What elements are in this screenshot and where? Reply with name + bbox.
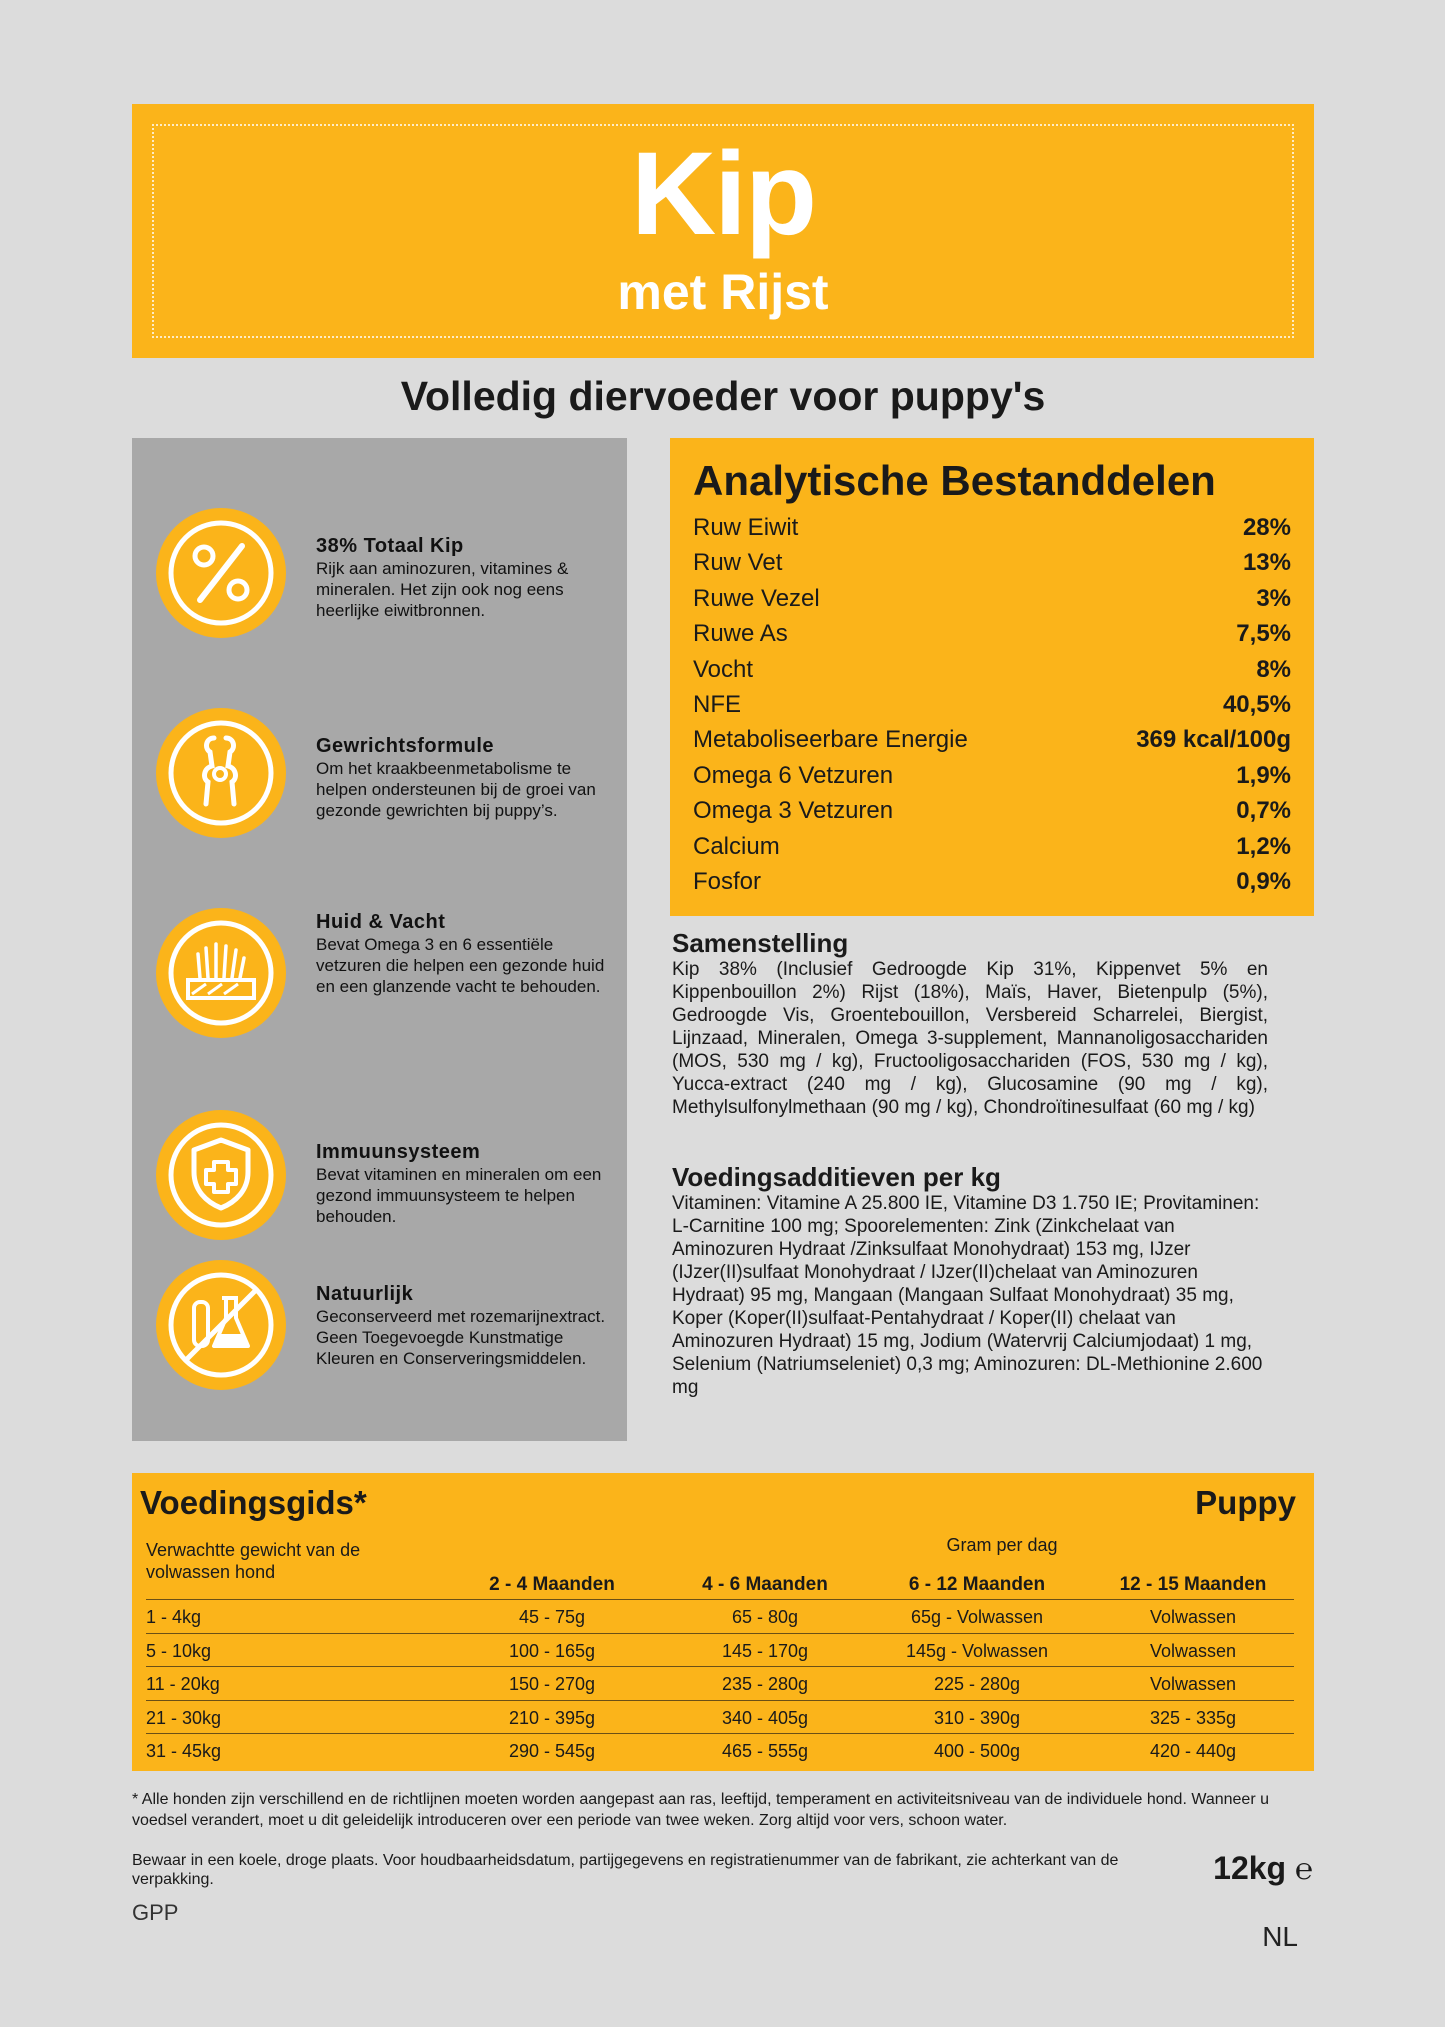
analysis-label: Vocht bbox=[693, 655, 754, 683]
guide-amount-cell: 465 - 555g bbox=[721, 1741, 809, 1762]
guide-weight-cell: 1 - 4kg bbox=[146, 1607, 202, 1627]
analysis-label: Omega 3 Vetzuren bbox=[693, 797, 894, 825]
guide-amount-cell: 145 - 170g bbox=[721, 1640, 809, 1661]
analysis-row bbox=[693, 724, 1291, 760]
no-chemicals-icon bbox=[156, 1260, 286, 1390]
analysis-row bbox=[693, 831, 1291, 867]
analysis-row bbox=[693, 618, 1291, 654]
feeding-guide bbox=[132, 1473, 1314, 1771]
guide-gram-label: Gram per dag bbox=[946, 1535, 1058, 1555]
feature-title: Gewrichtsformule bbox=[316, 735, 495, 757]
guide-amount-cell: 340 - 405g bbox=[721, 1707, 809, 1728]
guide-amount-cell: 145g - Volwassen bbox=[905, 1640, 1049, 1661]
estimated-sign-icon: ℮ bbox=[1294, 1853, 1313, 1886]
feature-desc: Rijk aan aminozuren, vitamines & mineralen. Het zijn ook nog eens heerlijke eiwitbronnen. bbox=[316, 559, 569, 620]
analysis-value: 369 kcal/100g bbox=[1136, 726, 1291, 754]
additives-text: Vitaminen: Vitamine A 25.800 IE, Vitamine D3 1.750 IE; Provitaminen: L-Carnitine 100 mg; Spoorelementen: Zink (Zinkchelaat van Aminozuren Hydraat /Zinksulfaat Monohydraat) 153 mg, IJzer (IJzer(II)sulfaat Monohydraat / IJzer(II)chelaat van Aminozuren Hydraat) 95 mg, Mangaan (Mangaan Sulfaat Monohydraat) 35 mg, Koper (Koper(II)sulfaat-Pentahydraat / Koper(II) chelaat van Aminozuren Hydraat) 15 mg, Jodium (Watervrij Calciumjodaat) 1 mg, Selenium (Natriumseleniet) 0,3 mg; Aminozuren: DL-Methionine 2.600 mg bbox=[672, 1193, 1263, 1398]
analysis-value: 40,5% bbox=[1222, 691, 1291, 718]
guide-amount-cell: 65 - 80g bbox=[731, 1607, 799, 1627]
guide-amount-cell: 420 - 440g bbox=[1149, 1741, 1237, 1762]
guide-column-header: 6 - 12 Maanden bbox=[908, 1574, 1046, 1595]
guide-column-header: 2 - 4 Maanden bbox=[489, 1574, 615, 1595]
analysis-label: Ruwe Vezel bbox=[693, 584, 820, 612]
feature-item-text bbox=[316, 1282, 611, 1369]
guide-weight-cell: 5 - 10kg bbox=[146, 1640, 212, 1661]
analysis-label: Omega 6 Vetzuren bbox=[693, 761, 894, 789]
feature-desc: Om het kraakbeenmetabolisme te helpen ondersteunen bij de groei van gezonde gewrichten bij puppy’s. bbox=[316, 759, 596, 820]
guide-weight-label: Verwachtte gewicht van de volwassen hond bbox=[146, 1540, 361, 1582]
features-panel bbox=[132, 438, 627, 1441]
guide-amount-cell: 400 - 500g bbox=[933, 1741, 1021, 1762]
header-banner bbox=[132, 104, 1314, 358]
analysis-label: Metaboliseerbare Energie bbox=[693, 726, 968, 754]
product-tagline: Volledig diervoeder voor puppy's bbox=[400, 373, 1046, 419]
analysis-label: Fosfor bbox=[693, 868, 762, 895]
composition-section bbox=[672, 928, 1268, 1119]
composition-title: Samenstelling bbox=[672, 928, 849, 958]
guide-column-header: 12 - 15 Maanden bbox=[1119, 1574, 1267, 1595]
net-weight bbox=[1213, 1849, 1313, 1889]
guide-amount-cell: Volwassen bbox=[1149, 1674, 1237, 1695]
guide-table-row bbox=[146, 1700, 1294, 1734]
gpp-label: GPP bbox=[132, 1900, 179, 1925]
feature-desc: Bevat vitaminen en mineralen om een gezond immuunsysteem te helpen behouden. bbox=[316, 1165, 602, 1226]
analysis-label: NFE bbox=[693, 691, 741, 718]
guide-amount-cell: 235 - 280g bbox=[721, 1674, 809, 1695]
analysis-label: Ruw Eiwit bbox=[693, 514, 799, 541]
analysis-value: 8% bbox=[1256, 655, 1291, 683]
feature-desc: Geconserveerd met rozemarijnextract. Geen Toegevoegde Kunstmatige Kleuren en Conserveringsmiddelen. bbox=[316, 1307, 606, 1368]
analysis-label: Calcium bbox=[693, 832, 780, 860]
guide-table-row bbox=[146, 1666, 1294, 1700]
skin-coat-icon bbox=[156, 908, 286, 1038]
guide-amount-cell: 210 - 395g bbox=[508, 1707, 596, 1728]
analysis-value: 0,9% bbox=[1236, 868, 1291, 895]
product-subtitle: met Rijst bbox=[617, 264, 829, 320]
analysis-value: 3% bbox=[1256, 584, 1291, 612]
analysis-row bbox=[693, 866, 1291, 902]
guide-column-header: 4 - 6 Maanden bbox=[702, 1574, 828, 1595]
guide-amount-cell: 225 - 280g bbox=[933, 1674, 1021, 1695]
analysis-value: 28% bbox=[1242, 514, 1291, 541]
guide-amount-cell: 325 - 335g bbox=[1149, 1707, 1237, 1728]
guide-weight-cell: 31 - 45kg bbox=[146, 1741, 222, 1762]
analysis-row bbox=[693, 654, 1291, 690]
guide-puppy-label: Puppy bbox=[1195, 1484, 1296, 1521]
feature-title: Immuunsysteem bbox=[316, 1141, 481, 1163]
analysis-row bbox=[693, 795, 1291, 831]
analysis-value: 1,2% bbox=[1236, 832, 1291, 860]
guide-table-row bbox=[146, 1633, 1294, 1667]
guide-table-row bbox=[146, 1599, 1294, 1633]
guide-amount-cell: 45 - 75g bbox=[518, 1607, 586, 1627]
storage-note: Bewaar in een koele, droge plaats. Voor houdbaarheidsdatum, partijgegevens en registratienummer van de fabrikant, zie achterkant van de verpakking. bbox=[132, 1852, 1119, 1888]
language-code: NL bbox=[1262, 1921, 1298, 1952]
guide-table-row bbox=[146, 1733, 1294, 1767]
guide-amount-cell: 100 - 165g bbox=[508, 1640, 596, 1661]
percent-icon bbox=[156, 508, 286, 638]
joint-icon bbox=[156, 708, 286, 838]
analysis-row bbox=[693, 512, 1291, 548]
guide-amount-cell: 150 - 270g bbox=[508, 1674, 596, 1695]
net-weight-value: 12kg bbox=[1213, 1850, 1287, 1886]
guide-amount-cell: Volwassen bbox=[1149, 1640, 1237, 1661]
feature-desc: Bevat Omega 3 en 6 essentiële vetzuren die helpen een gezonde huid en een glanzende vacht te behouden. bbox=[316, 935, 605, 996]
guide-amount-cell: 65g - Volwassen bbox=[910, 1607, 1044, 1627]
additives-section bbox=[672, 1162, 1268, 1399]
analysis-panel bbox=[670, 438, 1314, 916]
analysis-title: Analytische Bestanddelen bbox=[693, 457, 1216, 504]
feature-title: 38% Totaal Kip bbox=[316, 535, 464, 557]
analysis-value: 1,9% bbox=[1236, 761, 1291, 789]
guide-amount-cell: 310 - 390g bbox=[933, 1707, 1021, 1728]
analysis-value: 13% bbox=[1242, 549, 1291, 577]
analysis-label: Ruwe As bbox=[693, 620, 788, 648]
analysis-value: 7,5% bbox=[1236, 620, 1291, 648]
feature-title: Natuurlijk bbox=[316, 1283, 414, 1305]
feature-title: Huid & Vacht bbox=[316, 911, 446, 933]
guide-title: Voedingsgids* bbox=[140, 1484, 367, 1521]
product-title: Kip bbox=[630, 128, 816, 260]
analysis-row bbox=[693, 583, 1291, 619]
analysis-value: 0,7% bbox=[1236, 797, 1291, 825]
analysis-row bbox=[693, 760, 1291, 796]
analysis-row bbox=[693, 547, 1291, 583]
analysis-row bbox=[693, 689, 1291, 725]
composition-text: Kip 38% (Inclusief Gedroogde Kip 31%, Kippenvet 5% en Kippenbouillon 2%) Rijst (18%), Maïs, Haver, Bietenpulp (5%), Gedroogde Vis, Groentebouillon, Versbereid Scharrelei, Biergist, Lijnzaad, Mineralen, Omega 3-supplement, Mannanoligosacchariden (MOS, 530 mg / kg), Fructooligosacchariden (FOS, 530 mg / kg), Yucca-extract (240 mg / kg), Glucosamine (90 mg / kg), Methylsulfonylmethaan (90 mg / kg), Chondroïtinesulfaat (60 mg / kg) bbox=[672, 959, 1268, 1118]
guide-weight-cell: 21 - 30kg bbox=[146, 1707, 222, 1728]
guide-amount-cell: 290 - 545g bbox=[508, 1741, 596, 1762]
analysis-label: Ruw Vet bbox=[693, 549, 783, 577]
footnote: * Alle honden zijn verschillend en de richtlijnen moeten worden aangepast aan ras, leeftijd, temperament en activiteitsniveau van de individuele hond. Wanneer u voedsel verandert, moet u dit geleidelijk introduceren over een periode van twee weken. Zorg altijd voor vers, schoon water. bbox=[132, 1791, 1269, 1829]
additives-title: Voedingsadditieven per kg bbox=[672, 1162, 1001, 1192]
shield-icon bbox=[156, 1110, 286, 1240]
guide-weight-cell: 11 - 20kg bbox=[146, 1674, 220, 1695]
guide-amount-cell: Volwassen bbox=[1149, 1607, 1237, 1627]
